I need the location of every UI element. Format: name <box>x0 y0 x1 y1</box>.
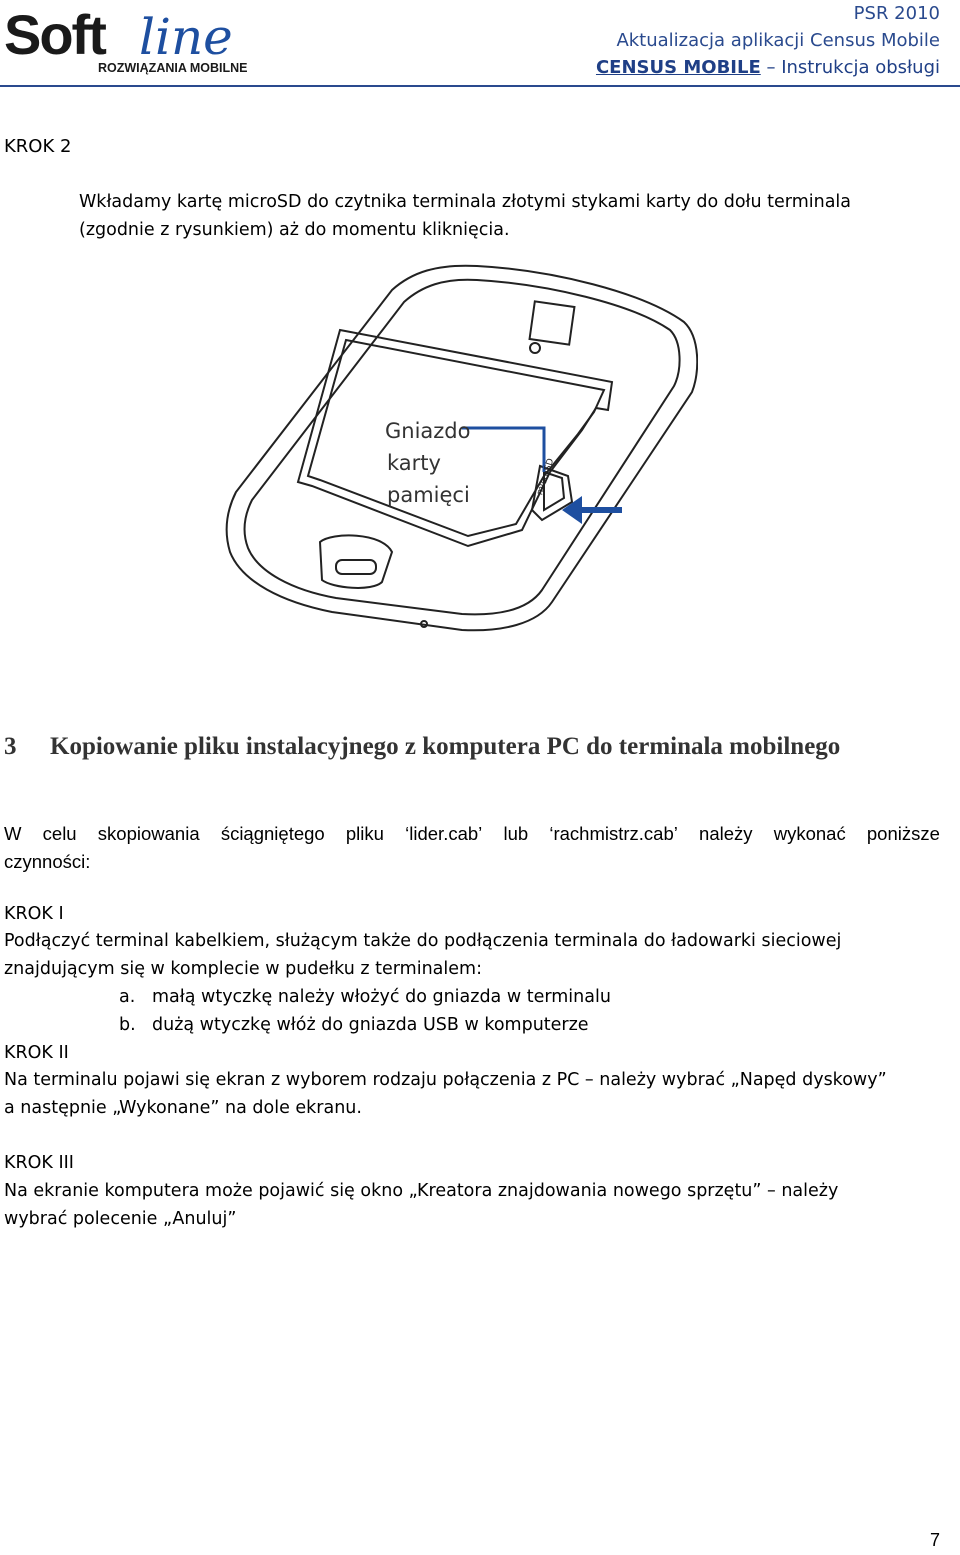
step2-text-2: (zgodnie z rysunkiem) aż do momentu kliknięcia. <box>79 220 510 240</box>
krok3-text-2: wybrać polecenie „Anuluj” <box>4 1209 237 1229</box>
header-rule <box>0 85 960 87</box>
section-title: Kopiowanie pliku instalacyjnego z komputera PC do terminala mobilnego <box>50 733 841 760</box>
intro-word: lub <box>503 823 529 844</box>
microsd-text: microSD <box>535 457 557 497</box>
krok3-text-1: Na ekranie komputera może pojawić się okno „Kreatora znajdowania nowego sprzętu” – należy <box>4 1181 839 1201</box>
section-heading <box>4 733 840 761</box>
intro-word: celu <box>42 823 77 844</box>
terminal-back-drawing <box>222 262 698 634</box>
page-number: 7 <box>929 1530 940 1550</box>
header-manual: – Instrukcja obsługi <box>760 57 940 78</box>
intro-word: W <box>4 823 22 844</box>
header-line-2: Aktualizacja aplikacji Census Mobile <box>616 30 940 51</box>
slot-label-3: pamięci <box>387 483 470 507</box>
step2-label: KROK 2 <box>4 136 72 157</box>
item-b-marker: b. <box>119 1015 136 1035</box>
section-number: 3 <box>4 733 17 760</box>
intro-word: poniższe <box>866 823 940 844</box>
krok1-text-1: Podłączyć terminal kabelkiem, służącym także do podłączenia terminala do ładowarki sieciowej <box>4 931 842 951</box>
krok2-label: KROK II <box>4 1043 69 1063</box>
intro-word: ściągniętego <box>220 823 325 844</box>
intro-line-2: czynności: <box>4 851 91 872</box>
softline-logo <box>4 4 304 76</box>
slot-label-2: karty <box>387 451 441 475</box>
intro-word: ‘rachmistrz.cab’ <box>549 823 678 844</box>
intro-word: wykonać <box>773 823 846 844</box>
krok1-text-2: znajdującym się w komplecie w pudełku z terminalem: <box>4 959 482 979</box>
intro-word: ‘lider.cab’ <box>405 823 483 844</box>
intro-word: pliku <box>345 823 384 844</box>
intro-word: należy <box>699 823 753 844</box>
header-line-3 <box>596 54 940 81</box>
item-b: dużą wtyczkę włóż do gniazda USB w komputerze <box>152 1015 589 1035</box>
intro-word: skopiowania <box>97 823 200 844</box>
krok3-label: KROK III <box>4 1153 74 1173</box>
header-product: CENSUS MOBILE <box>595 57 761 78</box>
svg-text:ROZWIĄZANIA MOBILNE: ROZWIĄZANIA MOBILNE <box>98 61 248 75</box>
krok1-label: KROK I <box>4 904 64 924</box>
krok2-text-2: a następnie „Wykonane” na dole ekranu. <box>4 1098 362 1118</box>
intro-line-1 <box>4 820 940 848</box>
header-line-1: PSR 2010 <box>853 3 940 24</box>
slot-label-1: Gniazdo <box>385 419 471 443</box>
item-a: małą wtyczkę należy włożyć do gniazda w terminalu <box>152 987 611 1007</box>
krok2-text-1: Na terminalu pojawi się ekran z wyborem rodzaju połączenia z PC – należy wybrać „Napęd dyskowy” <box>4 1070 887 1090</box>
svg-text:line: line <box>139 8 233 66</box>
document-header <box>596 0 940 81</box>
item-a-marker: a. <box>119 987 136 1007</box>
svg-text:Soft: Soft <box>4 4 105 66</box>
step2-text-1: Wkładamy kartę microSD do czytnika terminala złotymi stykami karty do dołu terminala <box>79 192 852 212</box>
